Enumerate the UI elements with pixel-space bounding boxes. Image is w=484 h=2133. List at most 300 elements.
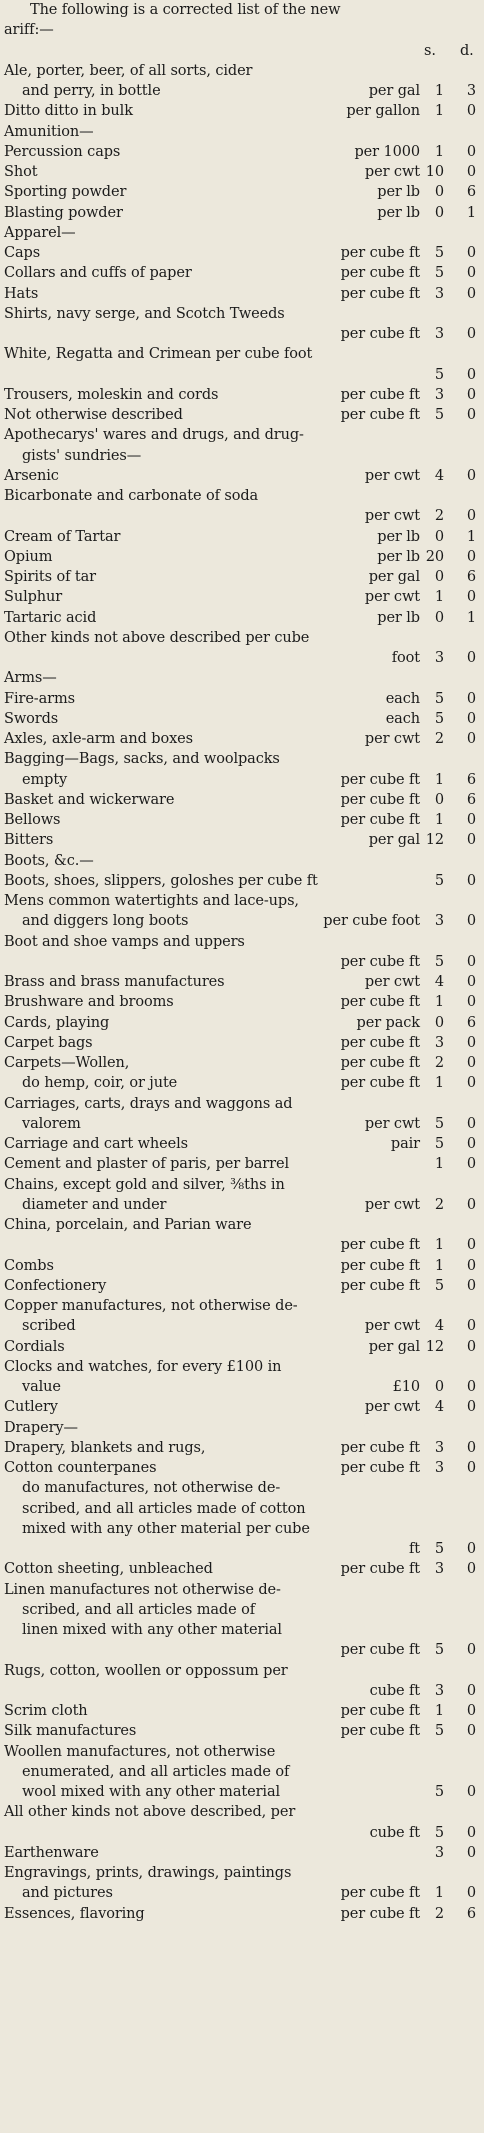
- item-description: scribed, and all articles made of: [22, 1601, 255, 1618]
- item-description: Copper manufactures, not otherwise de-: [4, 1298, 298, 1314]
- tariff-row: [4, 972, 484, 992]
- tariff-row: [4, 1519, 484, 1539]
- tariff-row: [4, 830, 484, 850]
- tariff-row: [4, 1316, 484, 1336]
- item-description: Carpets—Wollen,: [4, 1055, 130, 1071]
- item-description: Boots, &c.—: [4, 852, 94, 869]
- shillings: 5: [434, 953, 444, 970]
- shillings-column-header: s.: [424, 42, 436, 59]
- unit: per cwt: [364, 1318, 420, 1335]
- tariff-row: [4, 527, 484, 547]
- tariff-row: [4, 1175, 484, 1195]
- tariff-row: [4, 446, 484, 466]
- tariff-row: [4, 1013, 484, 1033]
- tariff-row: [4, 911, 484, 931]
- item-description: Percussion caps: [4, 143, 121, 160]
- item-description: wool mixed with any other material: [22, 1784, 281, 1800]
- pence: 0: [466, 1277, 476, 1294]
- pence: 0: [466, 974, 476, 990]
- pence-column-header: d.: [460, 42, 474, 59]
- pence: 0: [466, 1379, 476, 1395]
- item-description: All other kinds not above described, per: [4, 1804, 296, 1821]
- item-description: do hemp, coir, or jute: [22, 1075, 178, 1092]
- shillings: 3: [434, 1439, 444, 1456]
- unit: ft: [409, 1541, 420, 1557]
- unit: per cube ft: [340, 1885, 420, 1902]
- shillings: 2: [434, 1905, 444, 1922]
- tariff-row: [4, 1215, 484, 1235]
- item-description: Clocks and watches, for every £100 in: [4, 1358, 282, 1375]
- item-description: Mens common watertights and lace-ups,: [4, 893, 299, 909]
- shillings: 5: [434, 1642, 444, 1659]
- pence: 0: [466, 832, 476, 849]
- item-description: Silk manufactures: [4, 1723, 137, 1740]
- shillings: 5: [434, 245, 444, 261]
- tariff-row: [4, 1600, 484, 1620]
- unit: per cube ft: [340, 1703, 420, 1719]
- pence: 0: [466, 1460, 476, 1476]
- unit: £10: [392, 1379, 420, 1395]
- unit: per lb: [377, 528, 420, 545]
- tariff-row: [4, 587, 484, 607]
- tariff-row: [4, 304, 484, 324]
- shillings: 3: [434, 1844, 444, 1861]
- shillings: 3: [434, 386, 444, 403]
- shillings: 5: [434, 407, 444, 423]
- tariff-row: [4, 142, 484, 162]
- item-description: Engravings, prints, drawings, paintings: [4, 1865, 292, 1881]
- tariff-row: [4, 1276, 484, 1296]
- shillings: 1: [434, 103, 444, 120]
- item-description: Trousers, moleskin and cords: [4, 386, 219, 403]
- tariff-row: [4, 1134, 484, 1154]
- item-description: Cotton sheeting, unbleached: [4, 1561, 213, 1578]
- shillings: 3: [434, 1034, 444, 1051]
- item-description: enumerated, and all articles made of: [22, 1763, 290, 1780]
- item-description: Swords: [4, 710, 59, 727]
- unit: per cube ft: [340, 994, 420, 1011]
- shillings: 0: [434, 528, 444, 545]
- unit: per lb: [377, 609, 420, 626]
- item-description: Opium: [4, 548, 53, 565]
- unit: per cube ft: [340, 953, 420, 970]
- tariff-row: [4, 1053, 484, 1073]
- tariff-row: [4, 992, 484, 1012]
- shillings: 5: [434, 1115, 444, 1132]
- pence: 0: [466, 913, 476, 930]
- unit: per cube ft: [340, 407, 420, 423]
- shillings: 1: [434, 1237, 444, 1254]
- item-description: China, porcelain, and Parian ware: [4, 1217, 252, 1233]
- tariff-row: [4, 729, 484, 749]
- tariff-row: [4, 1580, 484, 1600]
- item-description: Sulphur: [4, 589, 63, 606]
- shillings: 3: [434, 285, 444, 302]
- tariff-row: [4, 1499, 484, 1519]
- unit: per cube foot: [323, 913, 420, 930]
- unit: per cube ft: [340, 1642, 420, 1659]
- item-description: Boots, shoes, slippers, goloshes per cube ft: [4, 872, 318, 889]
- unit: per cwt: [364, 1115, 420, 1132]
- pence: 0: [466, 1237, 476, 1254]
- shillings: 5: [434, 690, 444, 707]
- item-description: do manufactures, not otherwise de-: [22, 1480, 281, 1497]
- unit: per cube ft: [340, 1034, 420, 1051]
- tariff-row: [4, 243, 484, 263]
- item-description: Drapery—: [4, 1419, 78, 1436]
- tariff-row: [4, 61, 484, 81]
- pence: 0: [466, 1723, 476, 1740]
- tariff-row: [4, 1296, 484, 1316]
- item-description: Shot: [4, 164, 38, 180]
- shillings: 5: [434, 1784, 444, 1800]
- item-description: Spirits of tar: [4, 569, 97, 585]
- unit: per gal: [368, 569, 420, 585]
- shillings: 2: [434, 1196, 444, 1213]
- unit: per cube ft: [340, 1257, 420, 1274]
- shillings: 5: [434, 265, 444, 282]
- tariff-row: [4, 324, 484, 344]
- tariff-row: [4, 425, 484, 445]
- tariff-row: [4, 1762, 484, 1782]
- pence: 1: [466, 204, 476, 221]
- shillings: 0: [434, 791, 444, 808]
- unit: each: [385, 710, 420, 727]
- item-description: Woollen manufactures, not otherwise: [4, 1743, 276, 1760]
- shillings: 1: [434, 812, 444, 828]
- pence: 0: [466, 1318, 476, 1335]
- shillings: 5: [434, 366, 444, 383]
- item-description: Other kinds not above described per cube: [4, 629, 310, 646]
- pence: 0: [466, 1338, 476, 1355]
- tariff-row: [4, 648, 484, 668]
- unit: per gal: [368, 832, 420, 849]
- item-description: Earthenware: [4, 1844, 99, 1861]
- tariff-row: [4, 466, 484, 486]
- tariff-row: [4, 1904, 484, 1924]
- shillings: 1: [434, 1075, 444, 1092]
- shillings: 4: [434, 1399, 444, 1416]
- tariff-row: [4, 1154, 484, 1174]
- unit: per gallon: [346, 103, 420, 120]
- pence: 0: [466, 1541, 476, 1557]
- pence: 0: [466, 164, 476, 180]
- shillings: 4: [434, 974, 444, 990]
- shillings: 5: [434, 1541, 444, 1557]
- shillings: 20: [425, 548, 444, 565]
- unit: per cube ft: [340, 1277, 420, 1294]
- shillings: 5: [434, 1723, 444, 1740]
- tariff-row: [4, 1823, 484, 1843]
- tariff-row: [4, 182, 484, 202]
- item-description: mixed with any other material per cube: [22, 1520, 310, 1537]
- pence: 0: [466, 1561, 476, 1578]
- unit: per cube ft: [340, 1723, 420, 1740]
- tariff-row: [4, 1559, 484, 1579]
- item-description: Blasting powder: [4, 204, 123, 221]
- pence: 0: [466, 1642, 476, 1659]
- item-description: and diggers long boots: [22, 913, 189, 930]
- tariff-row: [4, 608, 484, 628]
- unit: per cwt: [364, 467, 420, 484]
- item-description: Shirts, navy serge, and Scotch Tweeds: [4, 305, 285, 322]
- unit: per lb: [377, 184, 420, 201]
- item-description: Apothecarys' wares and drugs, and drug-: [4, 427, 304, 444]
- pence: 0: [466, 650, 476, 666]
- tariff-row: [4, 1721, 484, 1741]
- shillings: 3: [434, 326, 444, 342]
- shillings: 3: [434, 650, 444, 666]
- pence: 1: [466, 528, 476, 545]
- item-description: and perry, in bottle: [22, 83, 161, 99]
- pence: 3: [466, 83, 476, 99]
- tariff-row: [4, 547, 484, 567]
- tariff-row: [4, 1802, 484, 1822]
- item-description: Carpet bags: [4, 1034, 93, 1051]
- item-description: Essences, flavoring: [4, 1905, 145, 1922]
- tariff-row: [4, 1195, 484, 1215]
- shillings: 0: [434, 569, 444, 585]
- intro-line-1: The following is a corrected list of the new: [30, 2, 341, 18]
- unit: foot: [391, 650, 420, 666]
- shillings: 1: [434, 143, 444, 160]
- item-description: Arsenic: [4, 467, 59, 484]
- unit: per cube ft: [340, 1075, 420, 1092]
- pence: 0: [466, 1075, 476, 1092]
- item-description: Cream of Tartar: [4, 528, 121, 545]
- item-description: Carriages, carts, drays and waggons ad: [4, 1095, 293, 1112]
- item-description: Cutlery: [4, 1399, 58, 1416]
- shillings: 12: [425, 832, 444, 849]
- item-description: Caps: [4, 245, 41, 261]
- pence: 0: [466, 326, 476, 342]
- item-description: Cordials: [4, 1338, 65, 1355]
- unit: per cube ft: [340, 386, 420, 403]
- shillings: 12: [425, 1338, 444, 1355]
- tariff-row: [4, 1863, 484, 1883]
- pence: 0: [466, 1784, 476, 1800]
- tariff-row: [4, 385, 484, 405]
- unit: per cube ft: [340, 1439, 420, 1456]
- item-description: Confectionery: [4, 1277, 107, 1294]
- item-description: Bellows: [4, 812, 61, 828]
- item-description: Apparel—: [4, 224, 76, 241]
- shillings: 0: [434, 184, 444, 201]
- tariff-row: [4, 1458, 484, 1478]
- pence: 6: [466, 791, 476, 808]
- unit: per cube ft: [340, 1905, 420, 1922]
- unit: per cube ft: [340, 791, 420, 808]
- pence: 0: [466, 1703, 476, 1719]
- unit: each: [385, 690, 420, 707]
- tariff-row: [4, 1742, 484, 1762]
- unit: per 1000: [354, 143, 420, 160]
- pence: 0: [466, 386, 476, 403]
- tariff-row: [4, 365, 484, 385]
- pence: 0: [466, 731, 476, 747]
- shillings: 3: [434, 1682, 444, 1699]
- shillings: 2: [434, 508, 444, 525]
- pence: 0: [466, 1156, 476, 1173]
- unit: per cube ft: [340, 771, 420, 788]
- item-description: Drapery, blankets and rugs,: [4, 1439, 206, 1456]
- tariff-row: [4, 506, 484, 526]
- unit: per cube ft: [340, 265, 420, 282]
- item-description: gists' sundries—: [22, 447, 142, 464]
- pence: 0: [466, 265, 476, 282]
- shillings: 5: [434, 1277, 444, 1294]
- pence: 0: [466, 690, 476, 707]
- item-description: Tartaric acid: [4, 609, 97, 626]
- unit: per cwt: [364, 974, 420, 990]
- shillings: 1: [434, 1885, 444, 1902]
- pence: 6: [466, 569, 476, 585]
- tariff-row: [4, 1661, 484, 1681]
- tariff-row: [4, 709, 484, 729]
- unit: per cube ft: [340, 812, 420, 828]
- item-description: Bitters: [4, 832, 54, 849]
- unit: per cwt: [364, 508, 420, 525]
- tariff-row: [4, 263, 484, 283]
- pence: 0: [466, 143, 476, 160]
- pence: 0: [466, 710, 476, 727]
- item-description: and pictures: [22, 1885, 113, 1902]
- tariff-row: [4, 344, 484, 364]
- tariff-row: [4, 952, 484, 972]
- pence: 0: [466, 1399, 476, 1416]
- shillings: 3: [434, 1460, 444, 1476]
- tariff-row: [4, 162, 484, 182]
- unit: per lb: [377, 548, 420, 565]
- tariff-row: [4, 1438, 484, 1458]
- item-description: Scrim cloth: [4, 1703, 88, 1719]
- item-description: Collars and cuffs of paper: [4, 265, 192, 282]
- unit: pair: [390, 1136, 420, 1152]
- pence: 0: [466, 1115, 476, 1132]
- unit: per cwt: [364, 1196, 420, 1213]
- tariff-row: [4, 668, 484, 688]
- shillings: 1: [434, 1703, 444, 1719]
- unit: per cube ft: [340, 1460, 420, 1476]
- tariff-row: [4, 567, 484, 587]
- tariff-row: [4, 405, 484, 425]
- pence: 6: [466, 1905, 476, 1922]
- tariff-row: [4, 1843, 484, 1863]
- pence: 0: [466, 1034, 476, 1051]
- pence: 0: [466, 1136, 476, 1152]
- tariff-row: [4, 1033, 484, 1053]
- intro-line-2: ariff:—: [4, 22, 54, 39]
- tariff-row: [4, 1782, 484, 1802]
- item-description: Bagging—Bags, sacks, and woolpacks: [4, 751, 280, 768]
- item-description: Cement and plaster of paris, per barrel: [4, 1156, 289, 1173]
- pence: 0: [466, 1196, 476, 1213]
- tariff-row: [4, 101, 484, 121]
- shillings: 0: [434, 204, 444, 221]
- pence: 0: [466, 1844, 476, 1861]
- unit: per lb: [377, 204, 420, 221]
- shillings: 1: [434, 589, 444, 606]
- item-description: Ditto ditto in bulk: [4, 103, 133, 120]
- pence: 0: [466, 548, 476, 565]
- tariff-row: [4, 1094, 484, 1114]
- tariff-row: [4, 1539, 484, 1559]
- pence: 0: [466, 366, 476, 383]
- tariff-row: [4, 770, 484, 790]
- tariff-row: [4, 790, 484, 810]
- unit: per cwt: [364, 589, 420, 606]
- tariff-row: [4, 284, 484, 304]
- shillings: 5: [434, 710, 444, 727]
- tariff-row: [4, 1640, 484, 1660]
- unit: cube ft: [369, 1824, 420, 1841]
- tariff-row: [4, 1701, 484, 1721]
- shillings: 4: [434, 1318, 444, 1335]
- tariff-row: [4, 851, 484, 871]
- item-description: Brushware and brooms: [4, 994, 174, 1011]
- item-description: Combs: [4, 1257, 54, 1274]
- unit: per cube ft: [340, 1055, 420, 1071]
- tariff-row: [4, 932, 484, 952]
- tariff-row: [4, 1114, 484, 1134]
- shillings: 1: [434, 1257, 444, 1274]
- item-description: Amunition—: [4, 123, 94, 140]
- shillings: 5: [434, 1824, 444, 1841]
- item-description: Sporting powder: [4, 184, 127, 201]
- pence: 0: [466, 508, 476, 525]
- pence: 0: [466, 1885, 476, 1902]
- item-description: valorem: [22, 1115, 81, 1132]
- pence: 0: [466, 245, 476, 261]
- shillings: 0: [434, 609, 444, 626]
- unit: per gal: [368, 83, 420, 99]
- tariff-row: [4, 891, 484, 911]
- pence: 0: [466, 1682, 476, 1699]
- shillings: 1: [434, 83, 444, 99]
- pence: 0: [466, 953, 476, 970]
- pence: 0: [466, 1824, 476, 1841]
- tariff-row: [4, 1377, 484, 1397]
- tariff-row: [4, 871, 484, 891]
- column-headers: [4, 41, 484, 61]
- tariff-row: [4, 1235, 484, 1255]
- pence: 0: [466, 1055, 476, 1071]
- item-description: Bicarbonate and carbonate of soda: [4, 488, 259, 504]
- item-description: White, Regatta and Crimean per cube foot: [4, 346, 313, 363]
- pence: 0: [466, 467, 476, 484]
- shillings: 5: [434, 872, 444, 889]
- pence: 0: [466, 1257, 476, 1274]
- pence: 0: [466, 1439, 476, 1456]
- pence: 0: [466, 589, 476, 606]
- item-description: linen mixed with any other material: [22, 1622, 282, 1638]
- tariff-row: [4, 1883, 484, 1903]
- pence: 0: [466, 872, 476, 889]
- item-description: value: [22, 1379, 61, 1395]
- pence: 6: [466, 1014, 476, 1031]
- item-description: Boot and shoe vamps and uppers: [4, 933, 245, 950]
- pence: 6: [466, 771, 476, 788]
- item-description: Hats: [4, 285, 39, 302]
- pence: 1: [466, 609, 476, 626]
- item-description: Ale, porter, beer, of all sorts, cider: [4, 62, 253, 79]
- tariff-row: [4, 1357, 484, 1377]
- unit: per cube ft: [340, 245, 420, 261]
- tariff-row: [4, 122, 484, 142]
- shillings: 0: [434, 1014, 444, 1031]
- unit: per cwt: [364, 164, 420, 180]
- item-description: Not otherwise described: [4, 407, 183, 423]
